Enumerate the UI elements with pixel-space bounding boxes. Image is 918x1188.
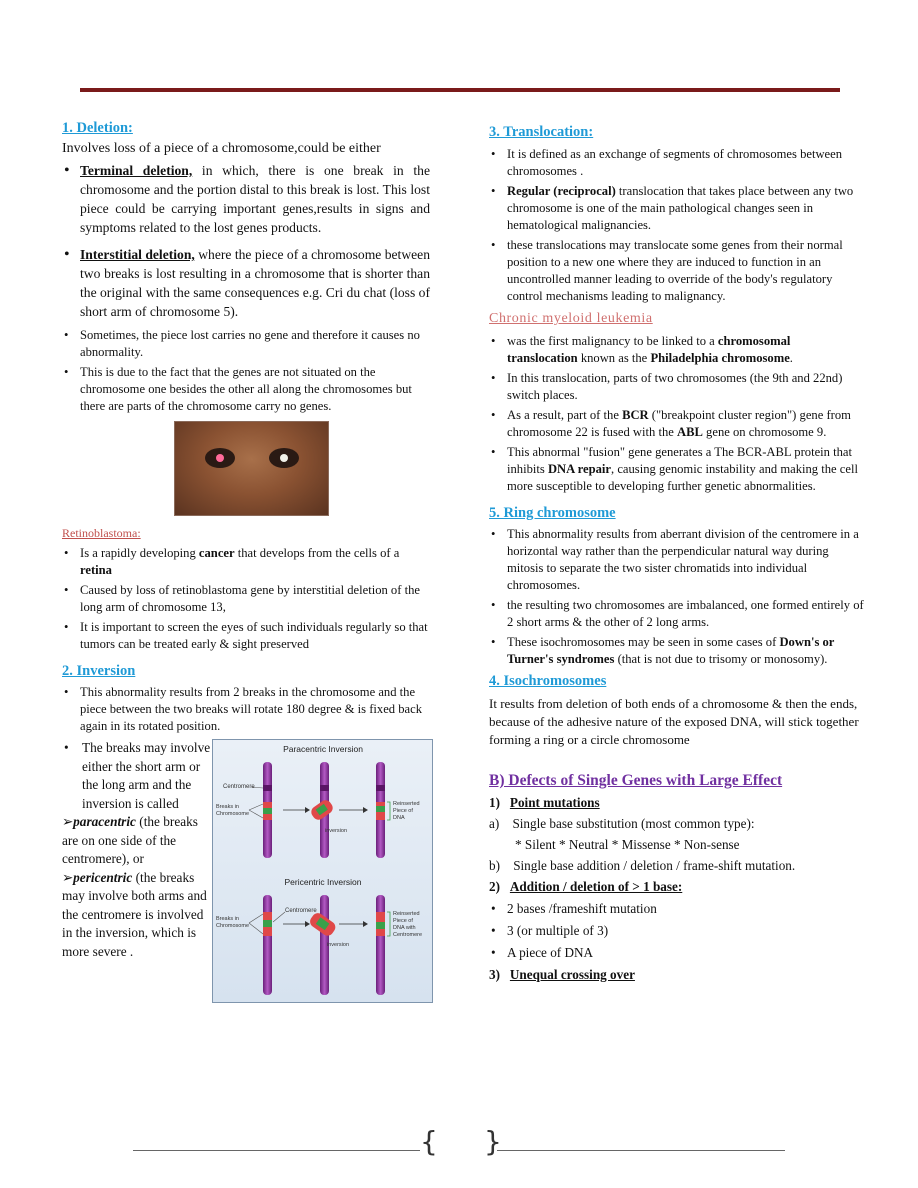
pericentric-term: pericentric (73, 869, 133, 885)
deletion-note-2: • This is due to the fact that the genes are not situated on the chromosome one besides the other all along the chromosomes but there are parts of the chromosome carry no genes. (62, 364, 430, 415)
cml-item-2: • In this translocation, parts of two chromosomes (the 9th and 22nd) switch places. (489, 370, 864, 404)
cml-1a: was the first malignancy to be linked to a (507, 334, 718, 348)
paracentric-chromosome-2 (309, 762, 335, 858)
terminal-deletion-text: in which, there is one break in the chromosome and the portion distal to this break is lost. This lost piece could be carrying important genes,results in signs and symptoms related to the lost genes products. (80, 163, 430, 235)
unequal-crossing-item (489, 965, 864, 984)
footer-rule-left (133, 1150, 420, 1151)
footer-rule-right (497, 1150, 785, 1151)
reinserted-label-top-1: Reinserted (393, 801, 420, 807)
single-genes-list (489, 793, 864, 896)
pericentric-text: (the breaks may involve both arms and the centromere is involved in the inversion, which is more severe . (62, 869, 207, 959)
ring-heading: 5. Ring chromosome (489, 505, 616, 521)
deletion-list (62, 161, 430, 321)
cml-item-1 (489, 333, 864, 367)
substitution-types (489, 835, 864, 854)
centromere-label-top: Centromere (223, 784, 255, 790)
cml-list (489, 333, 864, 495)
left-column (62, 118, 430, 1007)
terminal-deletion-item (62, 161, 430, 237)
cml-3e: gene on chromosome 9. (702, 425, 827, 439)
p2-title: Addition / deletion of > 1 base: (509, 879, 683, 894)
iso-heading: 4. Isochromosomes (489, 673, 607, 689)
cml-1c: known as the (577, 351, 651, 365)
reinserted-label-bottom-3: DNA with (393, 925, 416, 931)
breaks-label-bottom-2: Chromosome (216, 923, 250, 929)
cml-3d: ABL (677, 425, 703, 439)
reinserted-label-bottom-2: Piece of (393, 918, 413, 924)
inversion-figure (212, 739, 433, 1003)
footer-brace-left: { (420, 1125, 438, 1158)
point-mutations-item (489, 793, 864, 812)
translocation-item-3: • these translocations may translocate some genes from their normal position to a new one where they are induced to function in an uncontrolled manner leading to override of the body's regulatory control mechanisms leading to malignancy. (489, 237, 864, 305)
translocation-heading: 3. Translocation: (489, 124, 594, 140)
ring-item-1: • This abnormality results from aberrant division of the centromere in a horizontal way rather than the perpendicular natural way during mitosis to separate the two sister chromatids into individual chromosomes. (489, 526, 864, 594)
reinserted-label-top-2: Piece of (393, 808, 413, 814)
retinoblastoma-item-3: • It is important to screen the eyes of such individuals regularly so that tumors can be treated early & sight preserved (62, 619, 430, 653)
ring-3b: Down's or Turner's syndromes (507, 635, 835, 666)
cml-1d: Philadelphia chromosome (650, 351, 790, 365)
breaks-label-top-1: Breaks in (216, 804, 239, 810)
cml-4b: DNA repair (547, 462, 612, 476)
inversion-item-2-text: The breaks may involve either the short arm or the long arm and the inversion is called (82, 740, 211, 811)
addition-deletion-item (489, 877, 864, 896)
translocation-item-1: • It is defined as an exchange of segments of chromosomes between chromosomes . (489, 146, 864, 180)
bullet-piece-of-dna: • A piece of DNA (489, 943, 864, 962)
right-column (489, 122, 864, 986)
p3-num: 3) (489, 967, 500, 982)
cml-heading: Chronic myeloid leukemia (489, 311, 653, 326)
cml-4a: This abnormal "fusion" gene generates a The BCR-ABL protein that inhibits (507, 445, 852, 476)
interstitial-deletion-item (62, 245, 430, 321)
retinoblastoma-eye-photo (174, 421, 329, 516)
inversion-item-2: • The breaks may involve either the short arm or the long arm and the inversion is called (62, 739, 212, 813)
rb-cancer: cancer (198, 546, 235, 560)
pericentric-figure-title: Pericentric Inversion (284, 877, 362, 887)
b-label: b) (489, 858, 500, 873)
ring-list (489, 526, 864, 668)
translocation-list (489, 146, 864, 305)
p3-title: Unequal crossing over (509, 967, 635, 982)
left-eye (205, 448, 235, 468)
reinserted-label-bottom-1: Reinserted (393, 911, 420, 917)
retinoblastoma-list (62, 545, 430, 653)
interstitial-deletion-text: where the piece of a chromosome between two breaks is lost resulting in a chromosome that is shorter than the original with the same consequences e.g. Cri du chat (loss of short arm of chromosome 5). (80, 247, 430, 319)
b-text: Single base addition / deletion / frame-shift mutation. (513, 858, 796, 873)
right-eye-white-reflex (269, 448, 299, 468)
cml-3a: As a result, part of the (507, 408, 623, 422)
p2-num: 2) (489, 879, 500, 894)
substitution-item (489, 814, 864, 833)
inversion-label-bottom: inversion (327, 942, 350, 948)
breaks-label-bottom-1: Breaks in (216, 916, 239, 922)
bullet-multiple-of-3: • 3 (or multiple of 3) (489, 921, 864, 940)
cml-item-3 (489, 407, 864, 441)
retinoblastoma-item-2: • Caused by loss of retinoblastoma gene by interstitial deletion of the long arm of chromosome 13, (62, 582, 430, 616)
inversion-item-1: • This abnormality results from 2 breaks in the chromosome and the piece between the two breaks will rotate 180 degree & is fixed back again in its rotated position. (62, 684, 430, 735)
inversion-heading: 2. Inversion (62, 663, 136, 679)
cml-1b: chromosomal translocation (507, 334, 791, 365)
cml-4c: , causing genomic instability and making the cell more susceptible to developing further genetic abnormalities. (507, 462, 858, 493)
deletion-intro: Involves loss of a piece of a chromosome,could be either (62, 141, 381, 156)
paracentric-def: ➢paracentric (the breaks are on one side of the centromere), or (62, 814, 198, 866)
retinoblastoma-heading: Retinoblastoma: (62, 526, 141, 540)
cml-item-4 (489, 444, 864, 495)
rb-text-c: that develops from the cells of a (234, 546, 400, 560)
a-text: Single base substitution (most common type): (512, 816, 755, 831)
paracentric-figure-title: Paracentric Inversion (283, 744, 363, 754)
p1-title: Point mutations (509, 795, 600, 810)
addition-deletion-list (489, 899, 864, 962)
deletion-heading: 1. Deletion: (62, 120, 133, 136)
paracentric-text: (the breaks are on one side of the centromere), or (62, 814, 198, 866)
inversion-types-text (62, 739, 212, 961)
translocation-reciprocal-term: Regular (reciprocal) (507, 184, 616, 198)
deletion-notes (62, 327, 430, 415)
iso-text: It results from deletion of both ends of a chromosome & then the ends, because of the adhesive nature of the exposed DNA, will stick together forming a ring or a circle chromosome (489, 696, 859, 747)
cml-3c: ("breakpoint cluster region") gene from chromosome 22 is fused with the (507, 408, 851, 439)
inversion-section (62, 739, 430, 1007)
cml-1e: . (789, 351, 793, 365)
reinserted-label-top-3: DNA (393, 815, 405, 821)
paracentric-chromosome-3 (376, 762, 385, 858)
p1-num: 1) (489, 795, 500, 810)
interstitial-deletion-term: Interstitial deletion, (80, 247, 195, 262)
ring-item-2: • the resulting two chromosomes are imbalanced, one formed entirely of 2 short arms & the other of 2 long arms. (489, 597, 864, 631)
pericentric-chromosome-3 (376, 895, 385, 995)
paracentric-term: paracentric (73, 814, 136, 829)
ring-item-3 (489, 634, 864, 668)
pericentric-def: ➢pericentric (the breaks may involve both arms and the centromere is involved in the inversion, which is more severe . (62, 869, 207, 959)
a-label: a) (489, 816, 500, 831)
terminal-deletion-term: Terminal deletion, (80, 163, 193, 178)
inversion-list (62, 684, 430, 735)
breaks-label-top-2: Chromosome (216, 811, 250, 817)
retinoblastoma-item-1 (62, 545, 430, 579)
paracentric-chromosome-1 (263, 762, 272, 858)
a-types: * Silent * Neutral * Missense * Non-sense (515, 837, 740, 852)
footer-brace-right: } (484, 1125, 502, 1158)
ring-3a: These isochromosomes may be seen in some cases of (507, 635, 780, 649)
rb-retina: retina (80, 563, 112, 577)
rb-text-a: Is a rapidly developing (80, 546, 199, 560)
translocation-item-2 (489, 183, 864, 234)
cml-3b: BCR (622, 408, 649, 422)
inversion-label-top: inversion (325, 828, 348, 834)
translocation-item-2-text: translocation that takes place between any two chromosome is one of the main pathological changes seen in hematological malignancies. (507, 184, 854, 232)
pericentric-chromosome-1 (263, 895, 272, 995)
reinserted-label-bottom-4: Centromere (393, 932, 423, 938)
single-genes-heading: B) Defects of Single Genes with Large Effect (489, 772, 783, 789)
bullet-frameshift: • 2 bases /frameshift mutation (489, 899, 864, 918)
ring-3c: (that is not due to trisomy or monosomy). (614, 652, 828, 666)
top-rule (80, 88, 840, 92)
addition-item (489, 856, 864, 875)
centromere-label-bottom: Centromere (285, 908, 317, 914)
deletion-note-1: • Sometimes, the piece lost carries no gene and therefore it causes no abnormality. (62, 327, 430, 361)
single-genes-list-cont (489, 965, 864, 984)
